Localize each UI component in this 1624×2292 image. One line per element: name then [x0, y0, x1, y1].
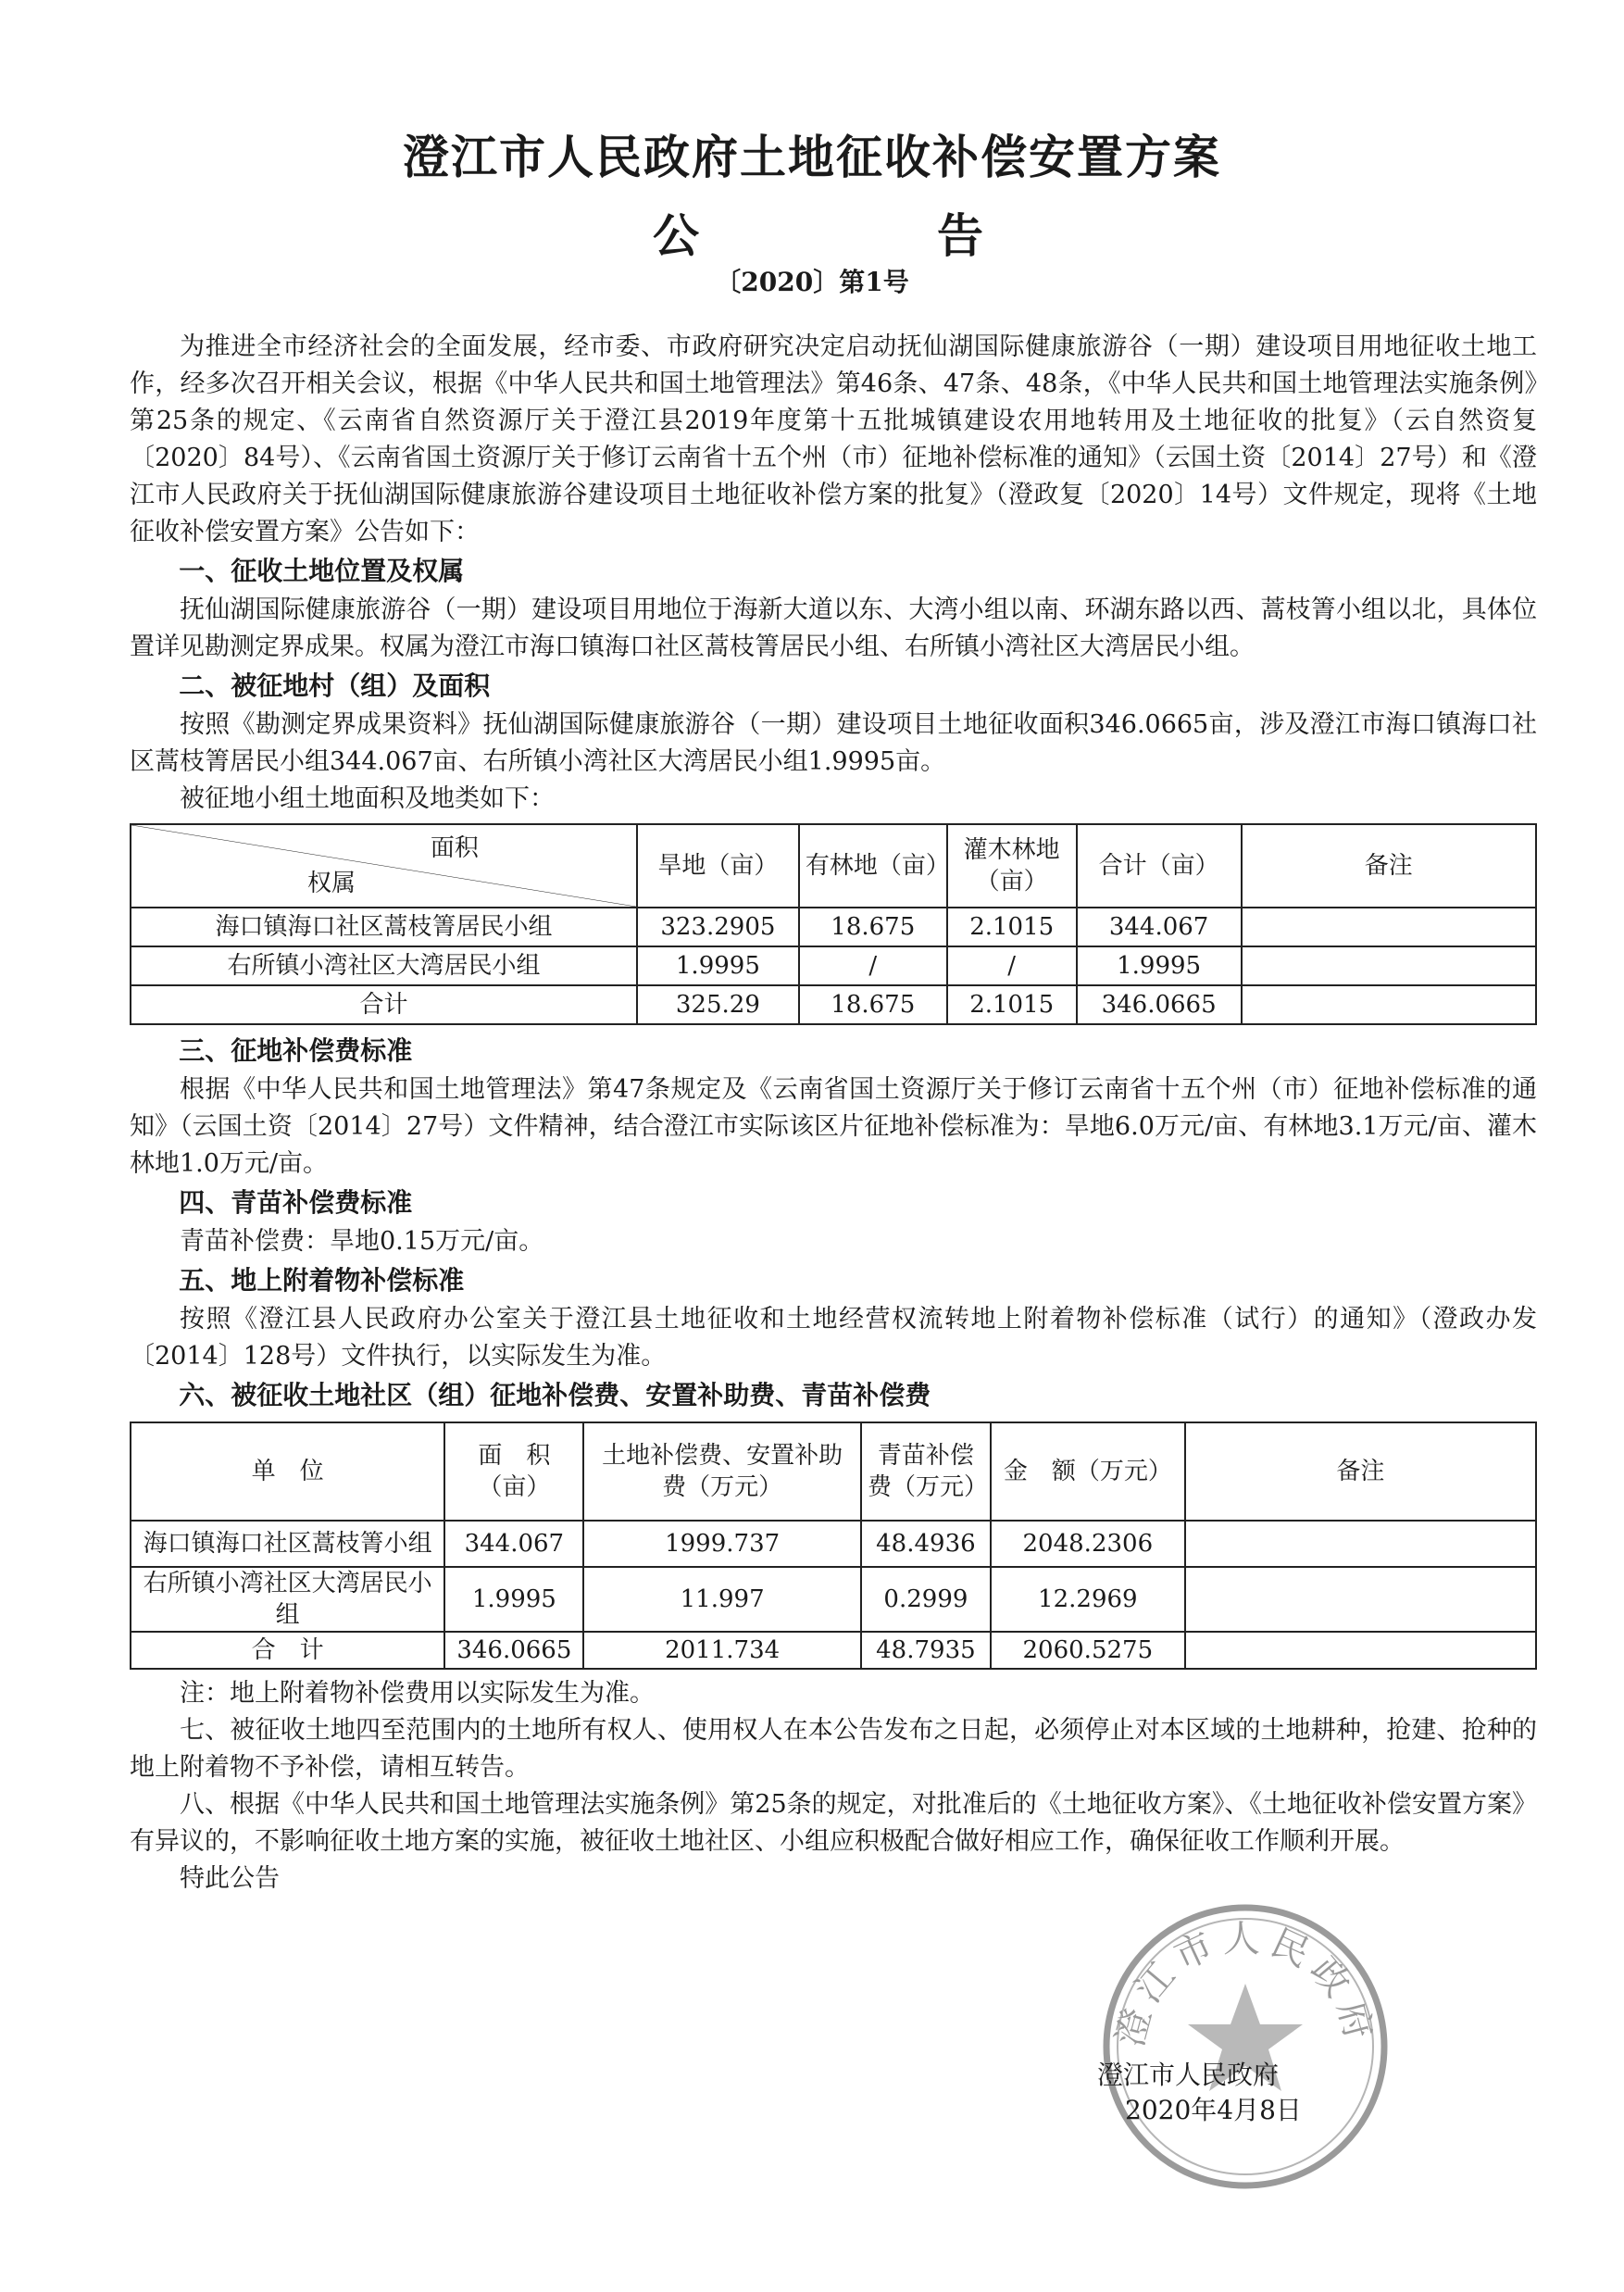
table-total-row [131, 1632, 1536, 1669]
table-cell: 合 计 [131, 1632, 444, 1669]
table-note: 注：地上附着物补偿费用以实际发生为准。 [180, 1679, 655, 1708]
section-5-text: 按照《澄江县人民政府办公室关于澄江县土地征收和土地经营权流转地上附着物补偿标准（试行）的通知》（澄政办发〔2014〕128号）文件执行，以实际发生为准。 [130, 1305, 1537, 1371]
section-1-heading: 一、征收土地位置及权属 [179, 556, 465, 586]
table-cell: 325.29 [637, 985, 799, 1024]
table-cell: / [799, 946, 947, 985]
seal-text: 澄江市人民政府 [1108, 1918, 1382, 2051]
table-cell [1242, 985, 1536, 1024]
header-cell: 备注 [1242, 824, 1536, 908]
table-cell: 344.067 [444, 1521, 583, 1567]
intro-paragraph: 为推进全市经济社会的全面发展，经市委、市政府研究决定启动抚仙湖国际健康旅游谷（一期）建设项目用地征收土地工作，经多次召开相关会议，根据《中华人民共和国土地管理法》第46条、47条、48条，《中华人民共和国土地管理法实施条例》第25条的规定、《云南省自然资源厅关于澄江县2019年度第十五批城镇建设农用地转用及土地征收的批复》（云自然资复〔2020〕84号）、《云南省国土资源厅关于修订云南省十五个州（市）征地补偿标准的通知》（云国土资〔2014〕27号）和《澄江市人民政府关于抚仙湖国际健康旅游谷建设项目土地征收补偿方案的批复》（澄政复〔2020〕14号）文件规定，现将《土地征收补偿安置方案》公告如下： [130, 332, 1537, 546]
table-cell: 海口镇海口社区蒿枝箐小组 [131, 1521, 444, 1567]
table-row [131, 946, 1536, 985]
section-2-text: 按照《勘测定界成果资料》抚仙湖国际健康旅游谷（一期）建设项目土地征收面积346.0665亩，涉及澄江市海口镇海口社区蒿枝箐居民小组344.067亩、右所镇小湾社区大湾居民小组1.9995亩。 [130, 710, 1537, 776]
table-row [131, 908, 1536, 946]
header-cell: 青苗补偿费（万元） [861, 1422, 991, 1521]
header-cell: 单 位 [131, 1422, 444, 1521]
table-cell [1242, 946, 1536, 985]
section-6-heading: 六、被征收土地社区（组）征地补偿费、安置补助费、青苗补偿费 [179, 1380, 931, 1410]
header-cell: 土地补偿费、安置补助费（万元） [583, 1422, 861, 1521]
table-cell: 1.9995 [637, 946, 799, 985]
table-cell: 323.2905 [637, 908, 799, 946]
header-cell: 旱地（亩） [637, 824, 799, 908]
table-cell: 346.0665 [444, 1632, 583, 1669]
header-cell: 合计（亩） [1077, 824, 1242, 908]
table-cell: 海口镇海口社区蒿枝箐居民小组 [131, 908, 637, 946]
header-cell: 有林地（亩） [799, 824, 947, 908]
section-5-heading: 五、地上附着物补偿标准 [179, 1265, 465, 1296]
table-cell: 2.1015 [947, 985, 1077, 1024]
table-header-row [131, 1422, 1536, 1521]
table-cell [1185, 1632, 1536, 1669]
document-number: 〔2020〕第1号 [715, 267, 909, 297]
table-cell [1242, 908, 1536, 946]
land-area-table [130, 823, 1537, 1025]
issue-date: 2020年4月8日 [1125, 2095, 1302, 2125]
table-cell: 0.2999 [861, 1567, 991, 1632]
table-cell [1185, 1521, 1536, 1567]
table-cell: 346.0665 [1077, 985, 1242, 1024]
section-1-text: 抚仙湖国际健康旅游谷（一期）建设项目用地位于海新大道以东、大湾小组以南、环湖东路以西、蒿枝箐小组以北，具体位置详见勘测定界成果。权属为澄江市海口镇海口社区蒿枝箐居民小组、右所镇小湾社区大湾居民小组。 [130, 595, 1537, 661]
table-cell: 344.067 [1077, 908, 1242, 946]
table-cell: 48.4936 [861, 1521, 991, 1567]
section-8-text: 八、根据《中华人民共和国土地管理法实施条例》第25条的规定，对批准后的《土地征收方案》、《土地征收补偿安置方案》有异议的，不影响征收土地方案的实施，被征收土地社区、小组应积极配合做好相应工作，确保征收工作顺利开展。 [130, 1790, 1537, 1856]
table-cell: 1.9995 [444, 1567, 583, 1632]
header-cell: 灌木林地（亩） [947, 824, 1077, 908]
table-cell: 2011.734 [583, 1632, 861, 1669]
table-cell: 1999.737 [583, 1521, 861, 1567]
diagonal-line [131, 825, 636, 907]
signature-block [1097, 2058, 1302, 2128]
table-row [131, 1567, 1536, 1632]
table-row [131, 1521, 1536, 1567]
header-cell: 金 额（万元） [991, 1422, 1185, 1521]
announcement-label-left: 公 [653, 209, 699, 263]
table-cell: 2048.2306 [991, 1521, 1185, 1567]
table-cell: 1.9995 [1077, 946, 1242, 985]
header-cell: 备注 [1185, 1422, 1536, 1521]
section-3-heading: 三、征地补偿费标准 [179, 1035, 413, 1066]
table-cell: 12.2969 [991, 1567, 1185, 1632]
table-cell: 18.675 [799, 985, 947, 1024]
announcement-label-right: 告 [937, 209, 983, 263]
table-header-row [131, 824, 1536, 908]
section-4-heading: 四、青苗补偿费标准 [179, 1187, 413, 1218]
closing-text: 特此公告 [180, 1864, 280, 1893]
issuing-org: 澄江市人民政府 [1097, 2060, 1280, 2090]
table-cell: 合计 [131, 985, 637, 1024]
table-1-intro: 被征地小组土地面积及地类如下： [180, 784, 555, 813]
section-2-heading: 二、被征地村（组）及面积 [179, 670, 491, 701]
compensation-table [130, 1422, 1537, 1670]
diagonal-header-cell [131, 824, 637, 908]
table-cell: 11.997 [583, 1567, 861, 1632]
table-cell: 2060.5275 [991, 1632, 1185, 1669]
section-4-text: 青苗补偿费：旱地0.15万元/亩。 [180, 1227, 544, 1256]
section-3-text: 根据《中华人民共和国土地管理法》第47条规定及《云南省国土资源厅关于修订云南省十五个州（市）征地补偿标准的通知》（云国土资〔2014〕27号）文件精神，结合澄江市实际该区片征地补偿标准为：旱地6.0万元/亩、有林地3.1万元/亩、灌木林地1.0万元/亩。 [130, 1075, 1537, 1178]
header-cell: 面 积（亩） [444, 1422, 583, 1521]
table-cell [1185, 1567, 1536, 1632]
document-title: 澄江市人民政府土地征收补偿安置方案 [403, 131, 1221, 184]
table-cell: / [947, 946, 1077, 985]
table-cell: 48.7935 [861, 1632, 991, 1669]
table-cell: 右所镇小湾社区大湾居民小组 [131, 1567, 444, 1632]
section-7-text: 七、被征收土地四至范围内的土地所有权人、使用权人在本公告发布之日起，必须停止对本区域的土地耕种，抢建、抢种的地上附着物不予补偿，请相互转告。 [130, 1716, 1537, 1782]
table-cell: 2.1015 [947, 908, 1077, 946]
table-cell: 18.675 [799, 908, 947, 946]
table-total-row [131, 985, 1536, 1024]
diag-bottom-label: 权属 [307, 870, 356, 897]
official-seal [1097, 1898, 1393, 2195]
table-cell: 右所镇小湾社区大湾居民小组 [131, 946, 637, 985]
document-body [130, 329, 1537, 1897]
diag-top-label: 面积 [430, 834, 479, 862]
